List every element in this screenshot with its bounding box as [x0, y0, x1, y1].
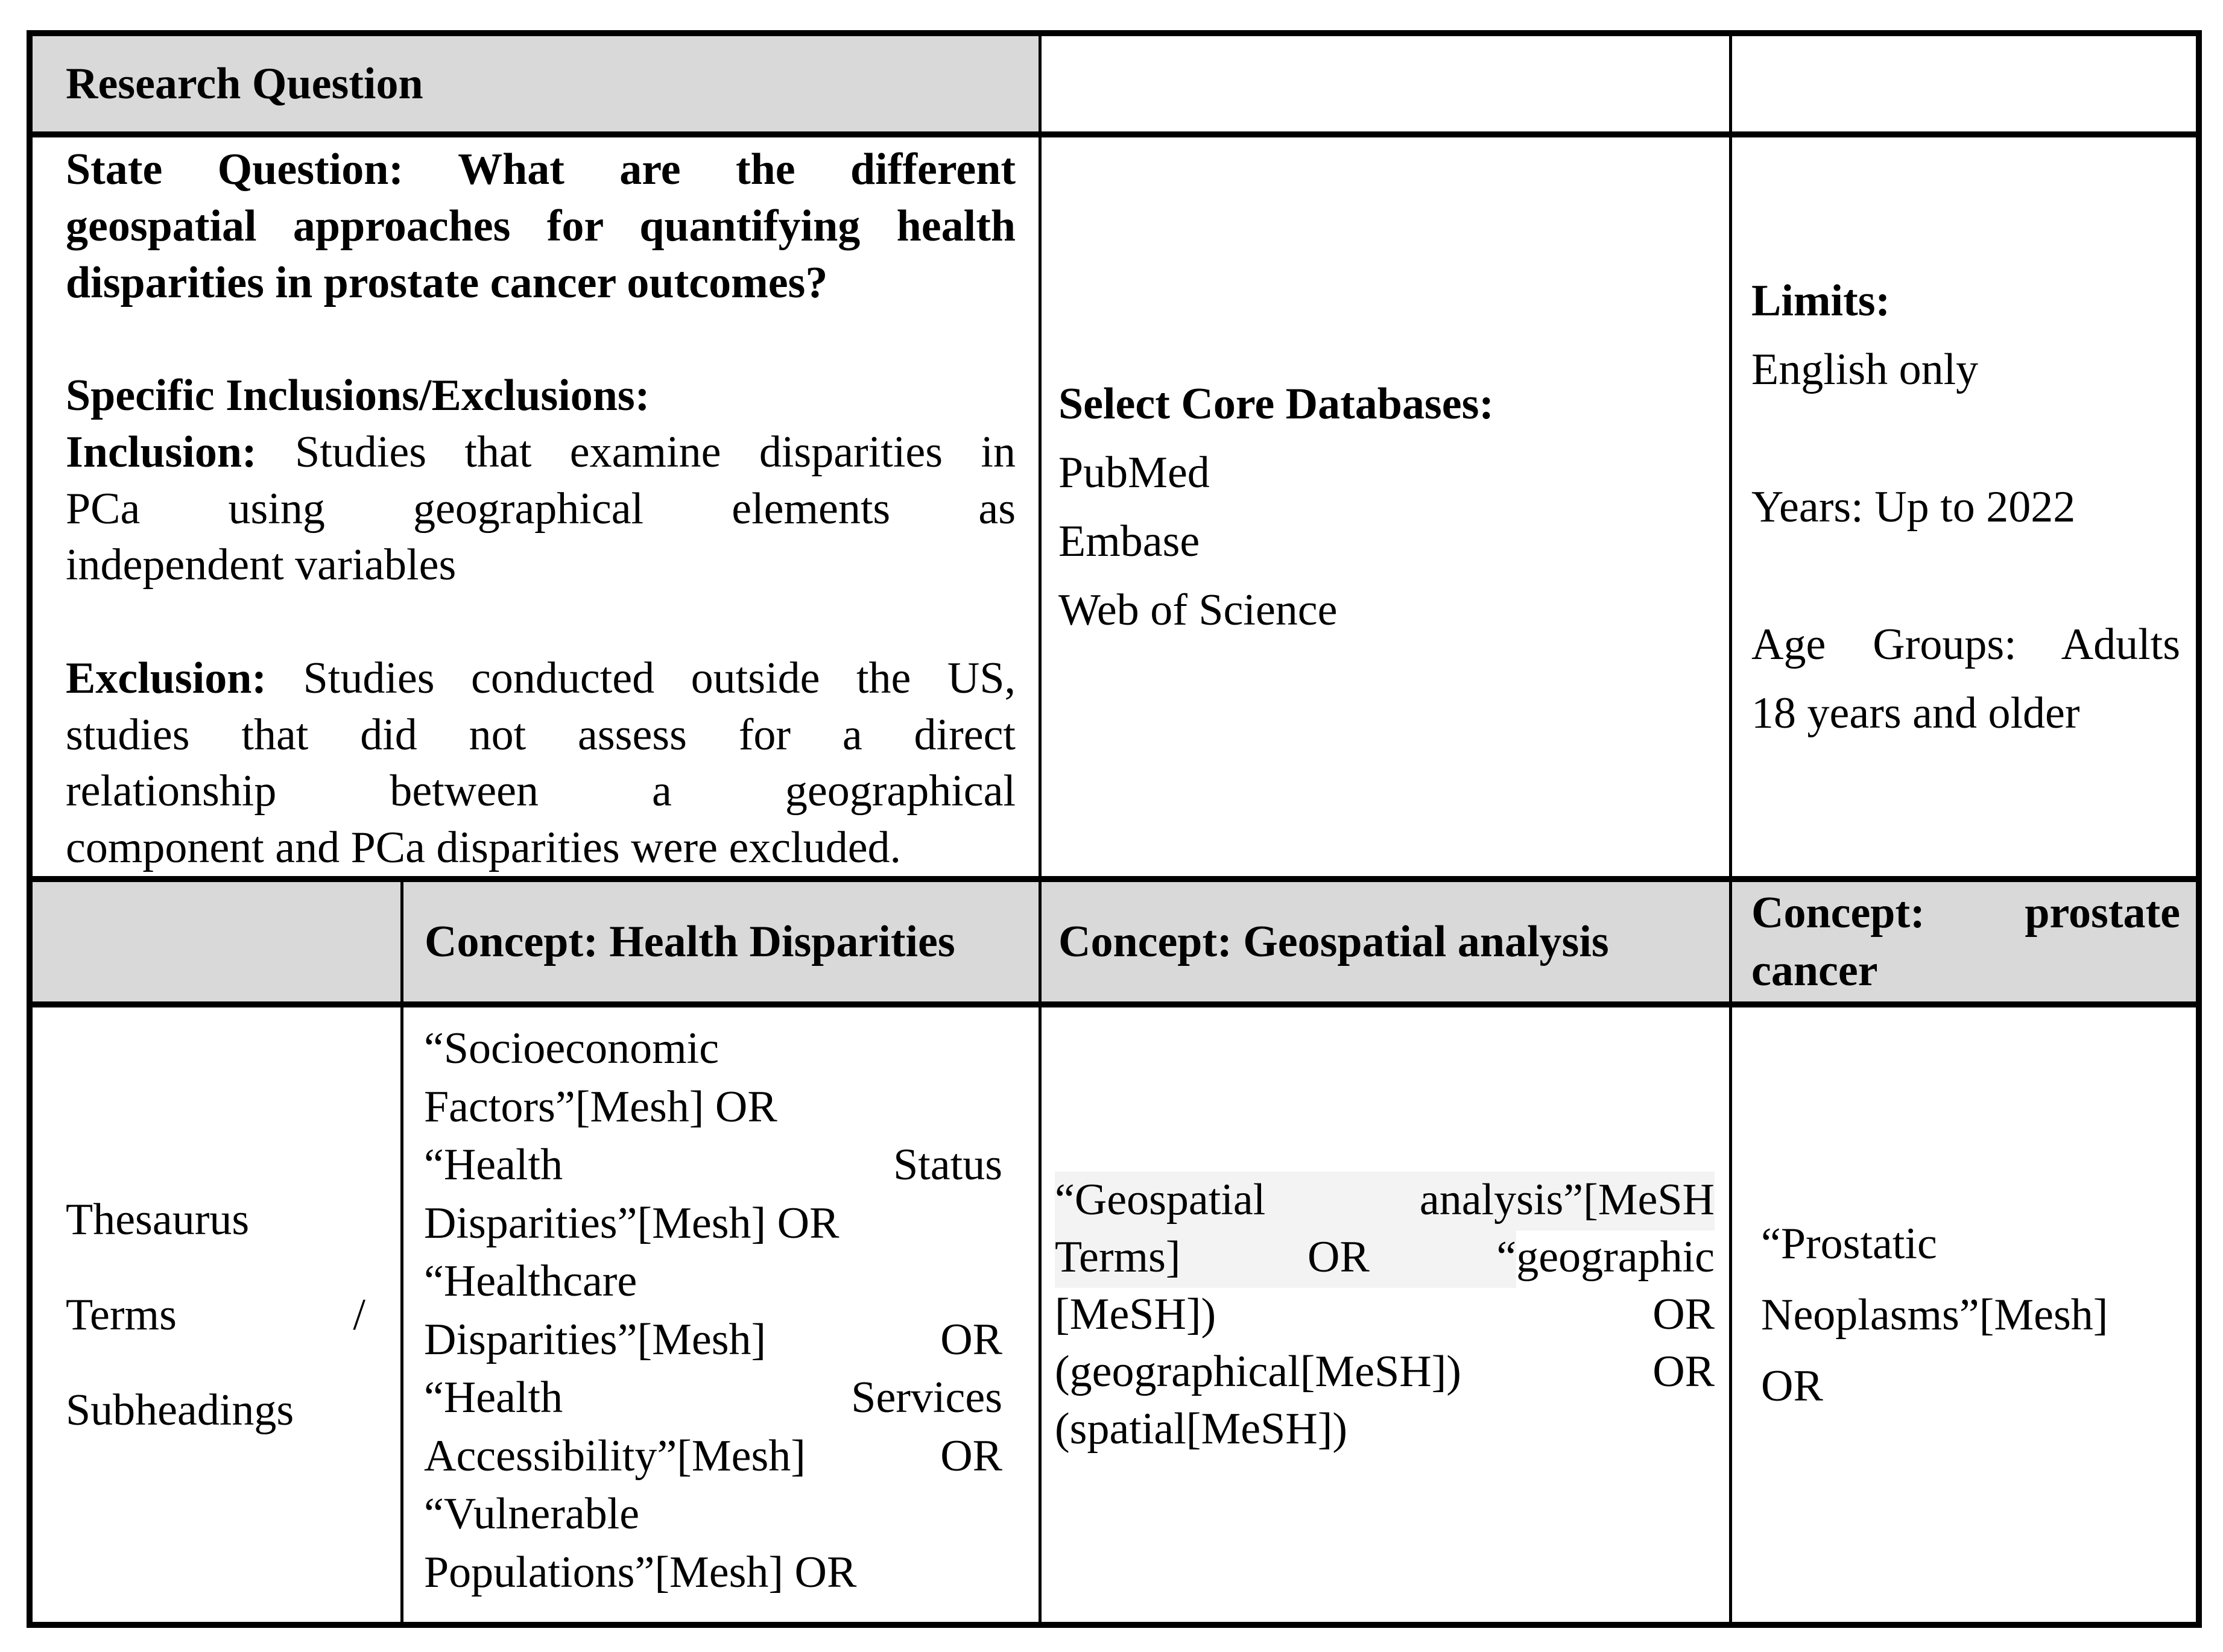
cell-mesh-health-disparities: [403, 1007, 1042, 1622]
cell-concept-empty: [33, 882, 403, 1007]
cell-concept-health-disparities: [403, 882, 1042, 1007]
text-line: Select Core Databases:: [1058, 379, 1494, 429]
text-line: “Socioeconomic: [424, 1024, 719, 1073]
text-line: [1751, 541, 2180, 610]
cell-mesh-geospatial: [1042, 1007, 1732, 1622]
text-line: cancer: [1751, 946, 1878, 995]
text-line: Terms /: [66, 1290, 365, 1340]
text-line: [66, 311, 1016, 367]
text-line: “Vulnerable: [424, 1489, 640, 1539]
text-line: “Healthcare: [424, 1256, 637, 1306]
text-line: [66, 593, 1016, 650]
text-line: studies that did not assess for a direct: [66, 710, 1016, 760]
text-line: Specific Inclusions/Exclusions:: [66, 371, 650, 421]
cell-row1-databases-empty: [1042, 36, 1732, 137]
text-line: [MeSH]) OR: [1055, 1290, 1715, 1339]
text-line: State Question: What are the different: [66, 145, 1016, 194]
research-question-label: Research Question: [66, 59, 423, 109]
search-strategy-table: [27, 30, 2202, 1628]
cell-mesh-prostatic-neoplasms: [1732, 1007, 2196, 1622]
text-line: “Geospatial analysis”[MeSH: [1055, 1171, 1715, 1229]
cell-thesaurus-terms-label: [33, 1007, 403, 1622]
text-line: “Health Status: [424, 1140, 1002, 1190]
text-line: disparities in prostate cancer outcomes?: [66, 257, 828, 307]
text-line: Web of Science: [1058, 585, 1338, 635]
text-line: Thesaurus: [66, 1194, 250, 1244]
text-line: Factors”[Mesh] OR: [424, 1082, 777, 1132]
text-line: English only: [1751, 344, 1979, 394]
cell-row1-limits-empty: [1732, 36, 2196, 137]
text-line: [1751, 404, 2180, 473]
text-line: Inclusion: Studies that examine disparities in: [66, 427, 1016, 477]
text-line: Accessibility”[Mesh] OR: [424, 1431, 1002, 1481]
text-line: Disparities”[Mesh] OR: [424, 1198, 840, 1248]
text-line: Terms] OR “geographic: [1055, 1229, 1715, 1286]
text-line: component and PCa disparities were excluded.: [66, 823, 902, 873]
cell-research-question-header: [33, 36, 1042, 137]
text-line: OR: [1761, 1361, 1823, 1411]
text-line: Subheadings: [66, 1385, 294, 1435]
text-line: Populations”[Mesh] OR: [424, 1547, 857, 1597]
concept-geospatial-label: Concept: Geospatial analysis: [1058, 917, 1609, 966]
text-line: PubMed: [1058, 447, 1210, 497]
cell-limits: [1732, 137, 2196, 882]
text-line: relationship between a geographical: [66, 766, 1016, 816]
concept-health-disparities-label: Concept: Health Disparities: [425, 917, 955, 966]
cell-concept-prostate-cancer: [1732, 882, 2196, 1007]
text-line: Age Groups: Adults: [1751, 619, 2180, 669]
text-line: Embase: [1058, 516, 1200, 566]
text-line: “Health Services: [424, 1373, 1002, 1422]
cell-state-question: [33, 137, 1042, 882]
cell-select-core-databases: [1042, 137, 1732, 882]
text-line: Exclusion: Studies conducted outside the US,: [66, 653, 1016, 703]
text-line: PCa using geographical elements as: [66, 484, 1016, 534]
text-line: 18 years and older: [1751, 688, 2080, 738]
text-line: Limits:: [1751, 276, 1891, 326]
text-line: geospatial approaches for quantifying health: [66, 201, 1016, 251]
text-line: “Prostatic: [1761, 1219, 1937, 1269]
text-line: Neoplasms”[Mesh]: [1761, 1290, 2108, 1340]
text-line: independent variables: [66, 540, 457, 590]
cell-concept-geospatial: [1042, 882, 1732, 1007]
text-line: (geographical[MeSH]) OR: [1055, 1347, 1715, 1396]
text-line: Concept: prostate: [1751, 888, 2180, 938]
text-line: (spatial[MeSH]): [1055, 1404, 1347, 1454]
text-line: Years: Up to 2022: [1751, 482, 2076, 532]
text-line: Disparities”[Mesh] OR: [424, 1314, 1002, 1364]
